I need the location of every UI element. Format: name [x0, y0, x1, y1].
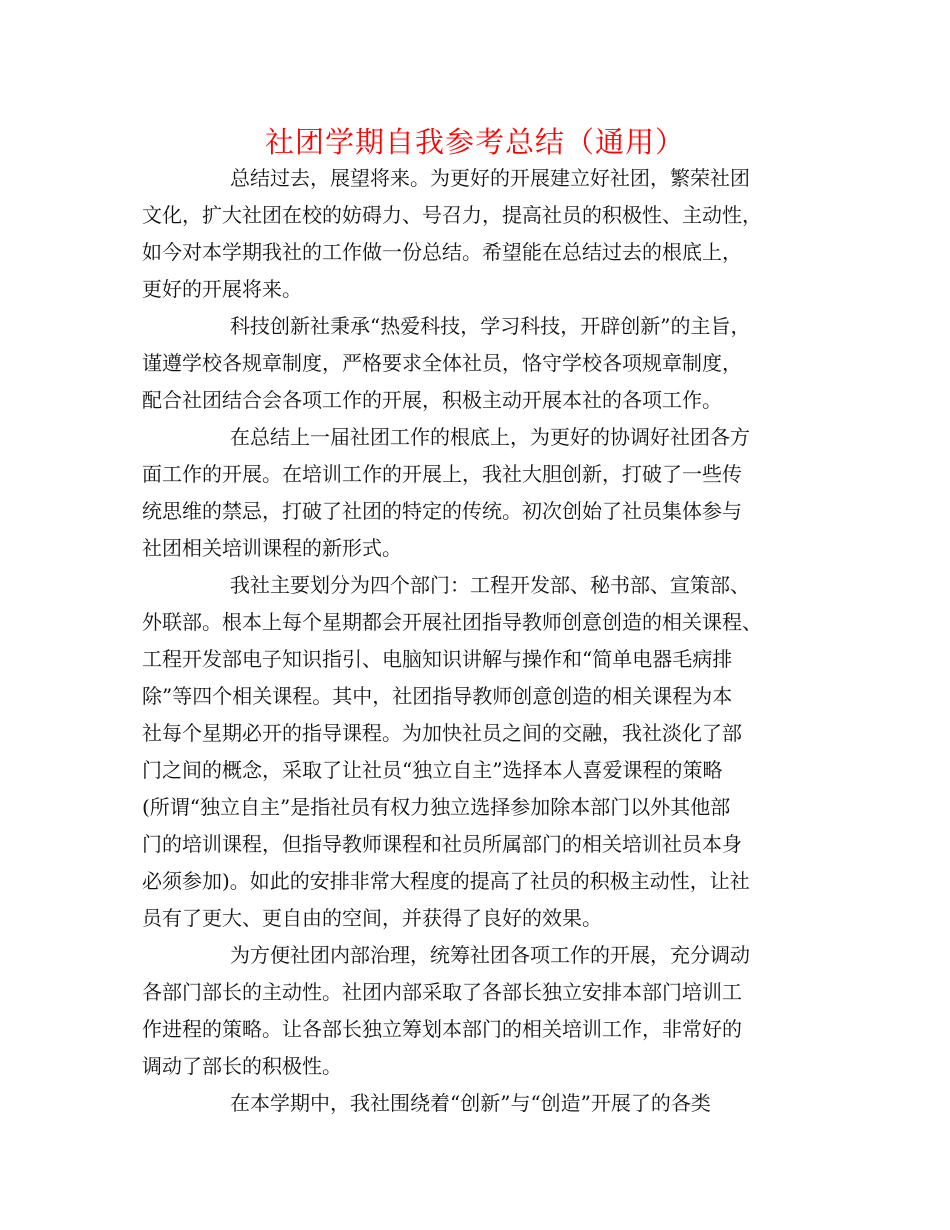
- paragraph-line: 文化，扩大社团在校的妨碍力、号召力，提高社员的积极性、主动性，: [142, 203, 762, 227]
- paragraph-line: 配合社团结合会各项工作的开展，积极主动开展本社的各项工作。: [142, 388, 722, 412]
- paragraph-first-line: 总结过去，展望将来。为更好的开展建立好社团，繁荣社团: [230, 166, 750, 190]
- paragraph-line: 门之间的概念，采取了让社员“独立自主”选择本人喜爱课程的策略: [142, 758, 723, 782]
- paragraph-line: 更好的开展将来。: [142, 277, 302, 301]
- paragraph-line: 作进程的策略。让各部长独立筹划本部门的相关培训工作，非常好的: [142, 1017, 742, 1041]
- paragraph-line: 除”等四个相关课程。其中，社团指导教师创意创造的相关课程为本: [142, 684, 733, 708]
- paragraph-line: 员有了更大、更自由的空间，并获得了良好的效果。: [142, 906, 602, 930]
- paragraph-first-line: 科技创新社秉承“热爱科技，学习科技，开辟创新”的主旨，: [230, 314, 751, 338]
- paragraph-line: 社每个星期必开的指导课程。为加快社员之间的交融，我社淡化了部: [142, 721, 742, 745]
- paragraph-first-line: 为方便社团内部治理，统筹社团各项工作的开展，充分调动: [230, 943, 750, 967]
- paragraph-line: 社团相关培训课程的新形式。: [142, 536, 402, 560]
- paragraph-first-line: 在本学期中，我社围绕着“创新”与“创造”开展了的各类: [230, 1091, 711, 1115]
- paragraph-line: 各部门部长的主动性。社团内部采取了各部长独立安排本部门培训工: [142, 980, 742, 1004]
- paragraph-line: 谨遵学校各规章制度，严格要求全体社员，恪守学校各项规章制度，: [142, 351, 742, 375]
- paragraph-line: 如今对本学期我社的工作做一份总结。希望能在总结过去的根底上，: [142, 240, 742, 264]
- paragraph-line: (所谓“独立自主”是指社员有权力独立选择参加除本部门以外其他部: [142, 795, 731, 819]
- document-body: [142, 160, 822, 1122]
- paragraph-first-line: 我社主要划分为四个部门：工程开发部、秘书部、宣策部、: [230, 573, 750, 597]
- document-title: 社团学期自我参考总结（通用）: [264, 125, 685, 159]
- paragraph-line: 调动了部长的积极性。: [142, 1054, 342, 1078]
- paragraph-line: 外联部。根本上每个星期都会开展社团指导教师创意创造的相关课程、: [142, 610, 762, 634]
- paragraph-first-line: 在总结上一届社团工作的根底上，为更好的协调好社团各方: [230, 425, 750, 449]
- paragraph-line: 工程开发部电子知识指引、电脑知识讲解与操作和“简单电器毛病排: [142, 647, 733, 671]
- paragraph-line: 门的培训课程，但指导教师课程和社员所属部门的相关培训社员本身: [142, 832, 742, 856]
- paragraph-line: 必须参加)。如此的安排非常大程度的提高了社员的积极主动性，让社: [142, 869, 750, 893]
- paragraph-line: 统思维的禁忌，打破了社团的特定的传统。初次创始了社员集体参与: [142, 499, 742, 523]
- paragraph-line: 面工作的开展。在培训工作的开展上，我社大胆创新，打破了一些传: [142, 462, 742, 486]
